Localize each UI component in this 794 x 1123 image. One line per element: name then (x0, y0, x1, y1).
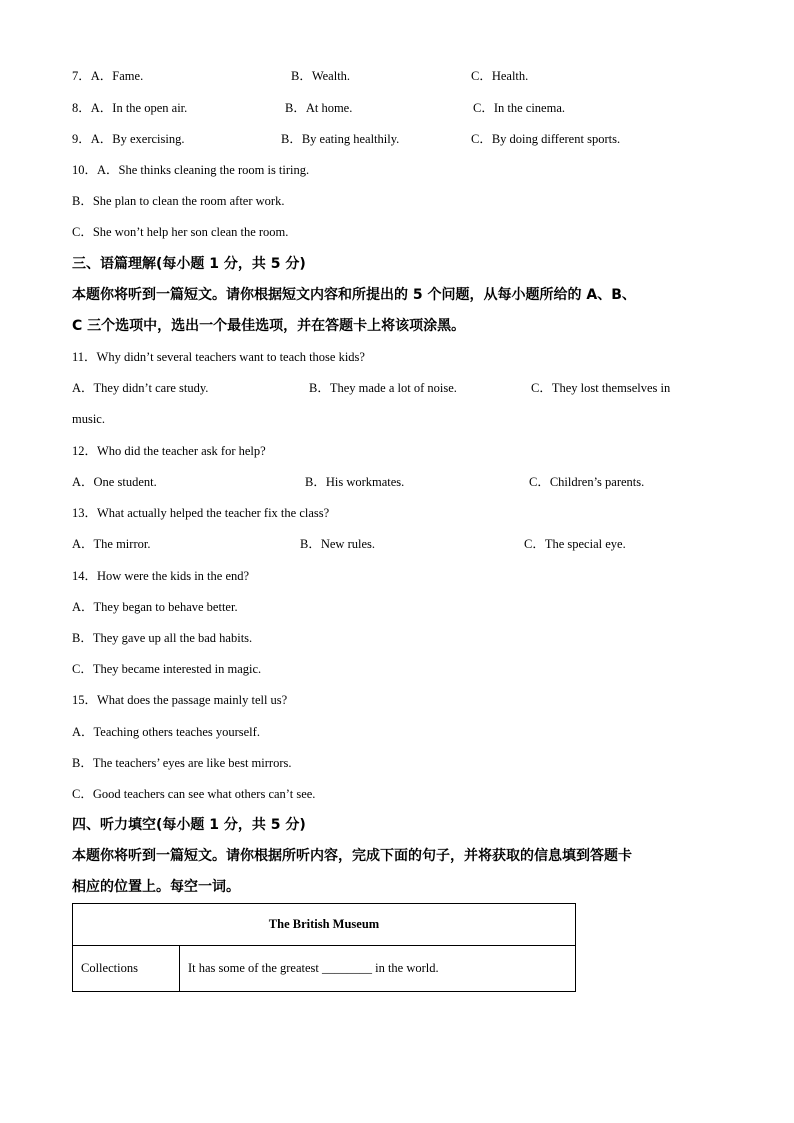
q13-option-a: A．The mirror. (72, 537, 151, 551)
q14-option-b: B．They gave up all the bad habits. (72, 631, 253, 645)
section3-instruction-1: 本题你将听到一篇短文。请你根据短文内容和所提出的 5 个问题，从每小题所给的 A、B、 (72, 287, 636, 303)
section3-heading: 三、语篇理解(每小题 1 分，共 5 分) (72, 256, 306, 272)
q11-stem: 11．Why didn’t several teachers want to teach those kids? (72, 350, 365, 364)
section3-instruction-2: C 三个选项中，选出一个最佳选项，并在答题卡上将该项涂黑。 (72, 318, 466, 334)
q15-stem: 15．What does the passage mainly tell us? (72, 693, 288, 707)
table-title: The British Museum (73, 904, 576, 946)
q10-option-c: C．She won’t help her son clean the room. (72, 225, 289, 239)
q11-option-b: B．They made a lot of noise. (309, 381, 457, 395)
q12-stem: 12．Who did the teacher ask for help? (72, 444, 266, 458)
section4-instruction-1: 本题你将听到一篇短文。请你根据所听内容，完成下面的句子，并将获取的信息填到答题卡 (72, 848, 632, 864)
q12-option-a: A．One student. (72, 475, 157, 489)
q15-option-a: A．Teaching others teaches yourself. (72, 725, 260, 739)
q15-option-c: C．Good teachers can see what others can’t see. (72, 787, 316, 801)
table-row (73, 946, 576, 992)
q8-option-b: B．At home. (285, 101, 353, 115)
british-museum-table (72, 903, 576, 992)
q7-option-c: C．Health. (471, 69, 529, 83)
q13-option-b: B．New rules. (300, 537, 375, 551)
q14-stem: 14．How were the kids in the end? (72, 569, 250, 583)
q8-option-c: C．In the cinema. (473, 101, 565, 115)
table-row-label: Collections (73, 946, 180, 992)
q7-option-a: 7．A．Fame. (72, 69, 144, 83)
q14-option-a: A．They began to behave better. (72, 600, 238, 614)
q9-option-c: C．By doing different sports. (471, 132, 621, 146)
q15-option-b: B．The teachers’ eyes are like best mirrors. (72, 756, 292, 770)
q10-option-a: 10．A．She thinks cleaning the room is tiring. (72, 163, 310, 177)
q8-option-a: 8．A．In the open air. (72, 101, 188, 115)
q7-option-b: B．Wealth. (291, 69, 351, 83)
q13-stem: 13．What actually helped the teacher fix the class? (72, 506, 330, 520)
q12-option-c: C．Children’s parents. (529, 475, 645, 489)
table-row-text: It has some of the greatest ________ in the world. (180, 946, 576, 992)
q9-option-b: B．By eating healthily. (281, 132, 400, 146)
section4-instruction-2: 相应的位置上。每空一词。 (72, 879, 240, 895)
table-title-row (73, 904, 576, 946)
q14-option-c: C．They became interested in magic. (72, 662, 262, 676)
q10-option-b: B．She plan to clean the room after work. (72, 194, 285, 208)
q13-option-c: C．The special eye. (524, 537, 626, 551)
q11-option-c: C．They lost themselves in (531, 381, 671, 395)
section4-heading: 四、听力填空(每小题 1 分，共 5 分) (72, 817, 306, 833)
q11-option-a: A．They didn’t care study. (72, 381, 209, 395)
q12-option-b: B．His workmates. (305, 475, 405, 489)
q9-option-a: 9．A．By exercising. (72, 132, 185, 146)
q11-option-c-continued: music. (72, 412, 105, 426)
